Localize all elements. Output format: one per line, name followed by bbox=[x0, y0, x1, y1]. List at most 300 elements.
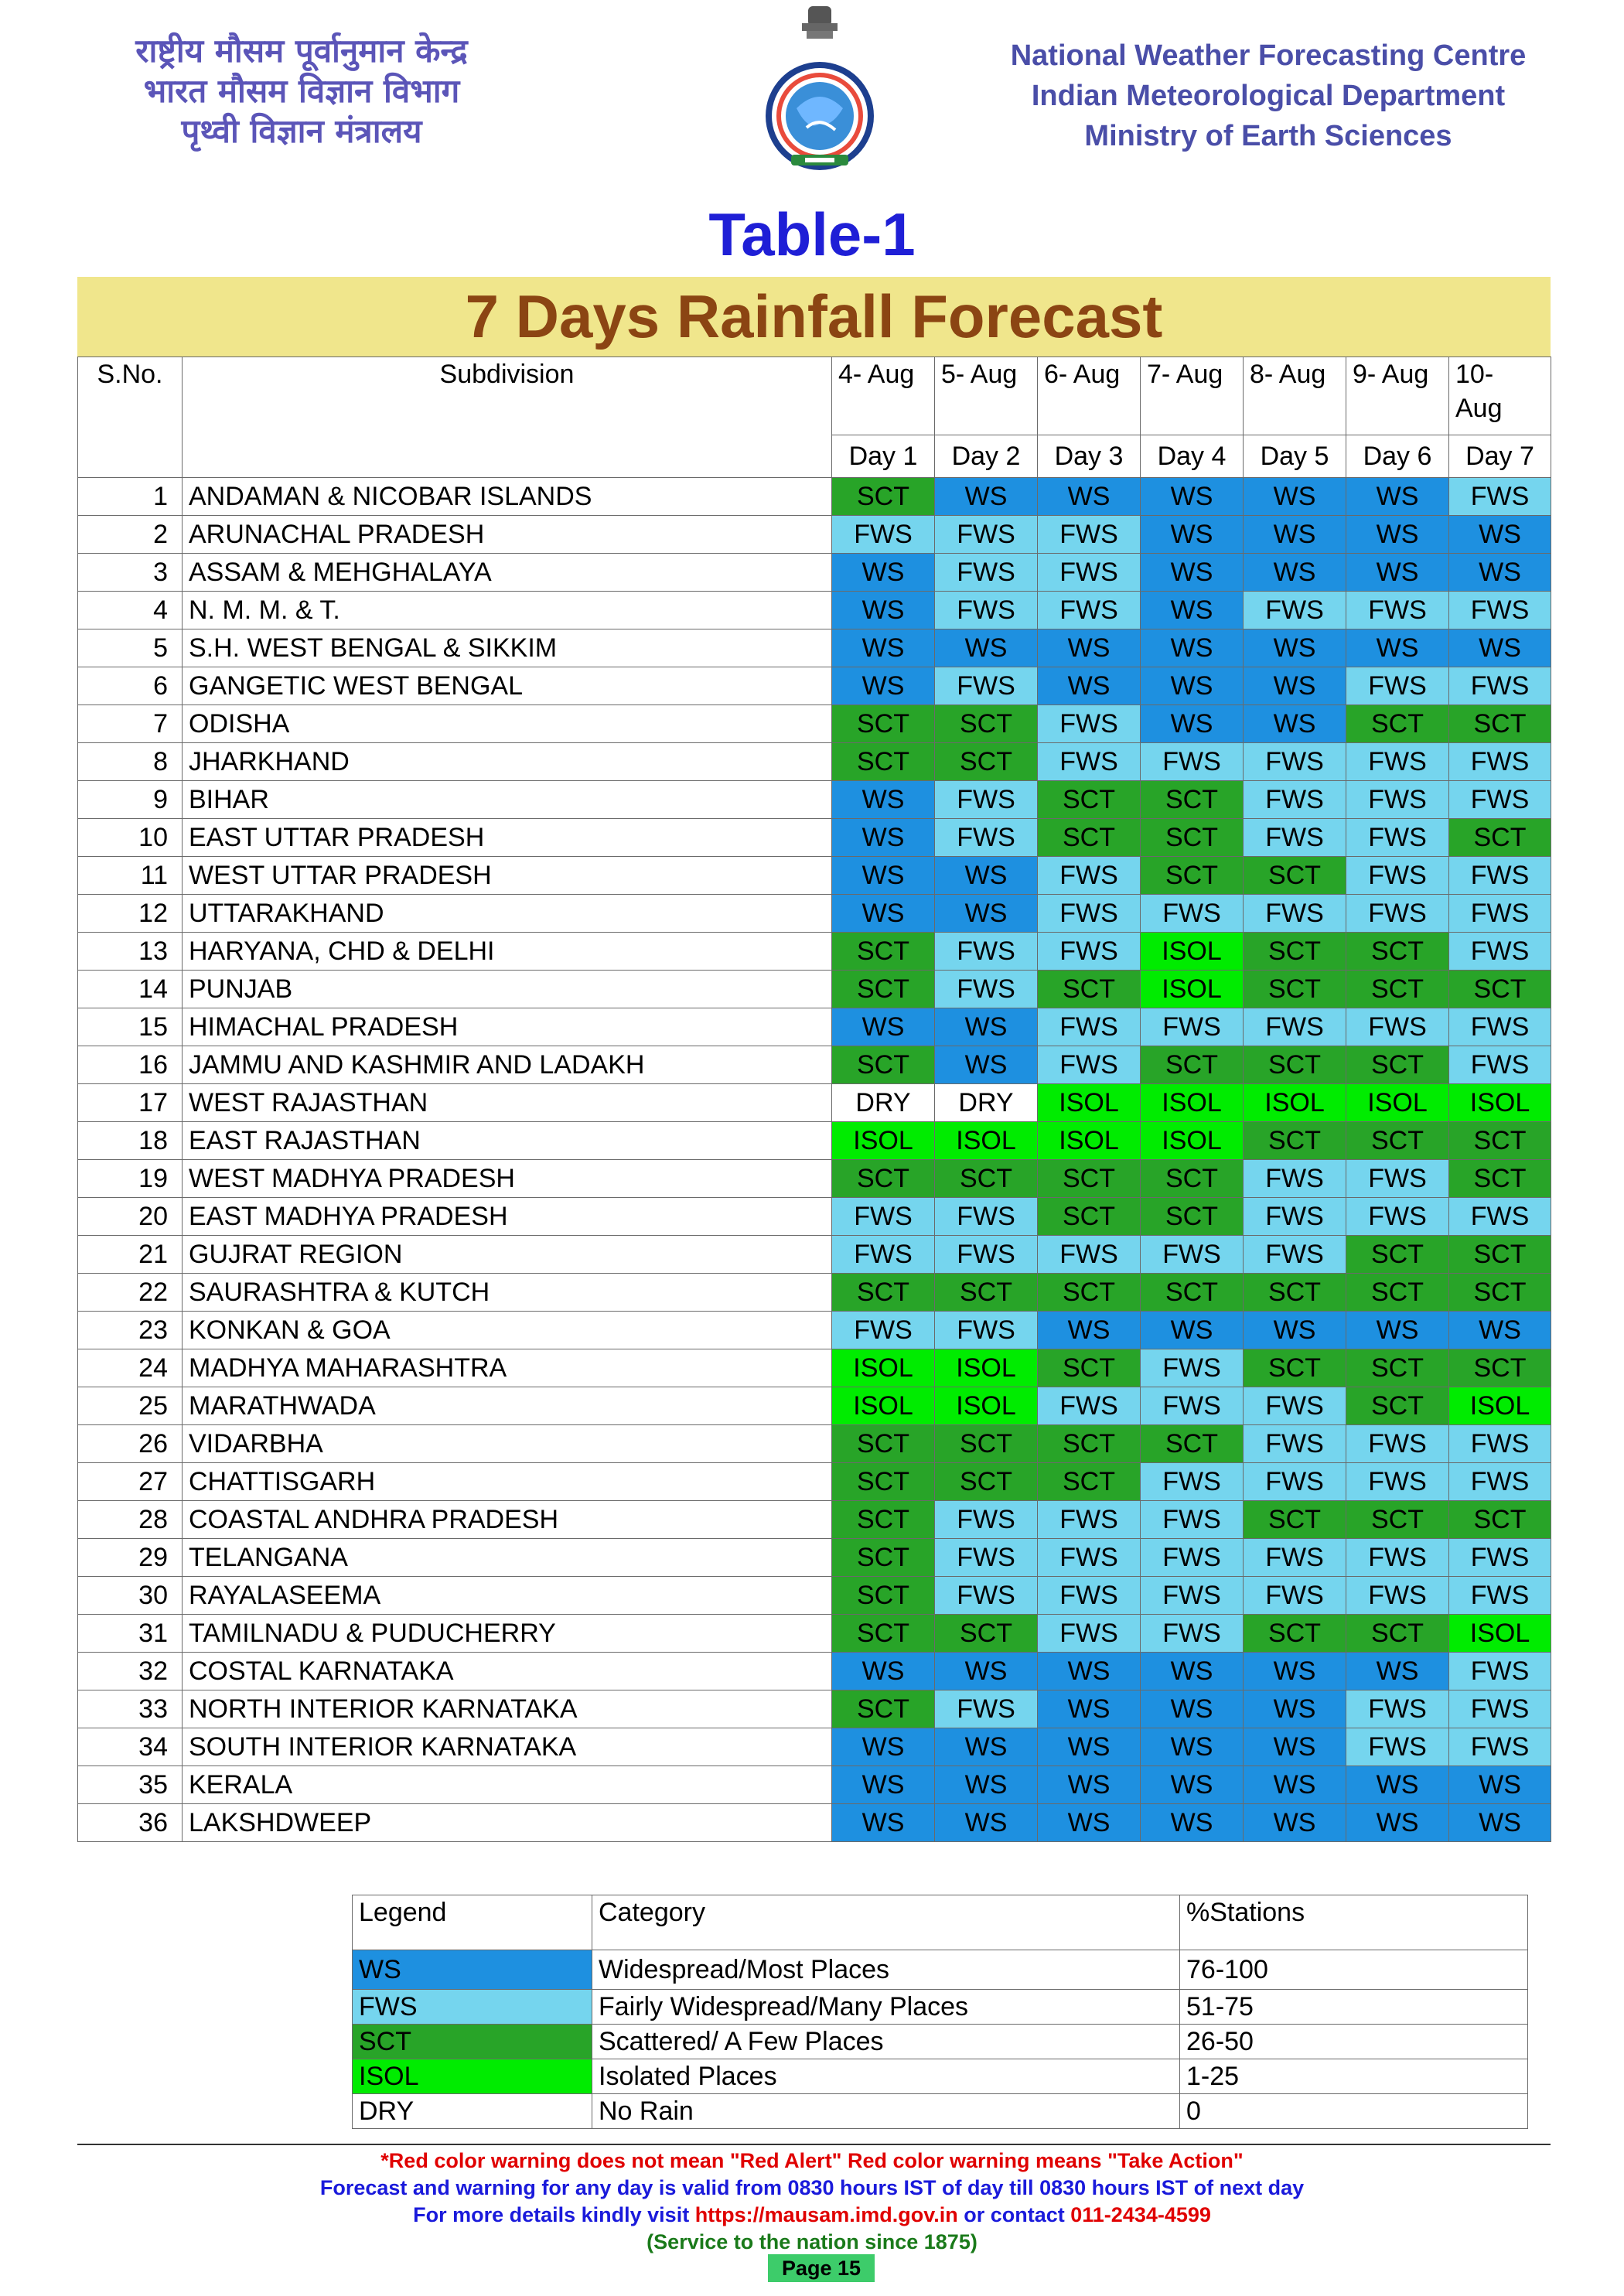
forecast-cell: WS bbox=[1449, 1766, 1551, 1804]
table-row bbox=[78, 1804, 1551, 1842]
legend-row bbox=[353, 2059, 1528, 2094]
forecast-cell: SCT bbox=[1141, 819, 1244, 857]
forecast-table bbox=[77, 357, 1551, 1842]
forecast-cell: SCT bbox=[832, 933, 935, 971]
website-link[interactable]: https://mausam.imd.gov.in bbox=[694, 2203, 958, 2226]
forecast-cell: WS bbox=[1244, 554, 1346, 592]
date-header-row bbox=[78, 357, 1551, 435]
serial-number: 35 bbox=[78, 1766, 183, 1804]
forecast-cell: FWS bbox=[1244, 743, 1346, 781]
serial-number: 2 bbox=[78, 516, 183, 554]
forecast-cell: WS bbox=[1244, 478, 1346, 516]
serial-number: 33 bbox=[78, 1690, 183, 1728]
forecast-cell: WS bbox=[1244, 629, 1346, 667]
forecast-cell: FWS bbox=[1346, 743, 1449, 781]
forecast-cell: SCT bbox=[832, 1615, 935, 1653]
legend-category: Isolated Places bbox=[592, 2059, 1180, 2094]
forecast-cell: WS bbox=[1141, 667, 1244, 705]
forecast-cell: FWS bbox=[1038, 1046, 1141, 1084]
subdivision-name: KERALA bbox=[183, 1766, 832, 1804]
table-row bbox=[78, 1690, 1551, 1728]
forecast-cell: WS bbox=[935, 1008, 1038, 1046]
forecast-cell: WS bbox=[1244, 1312, 1346, 1349]
forecast-cell: SCT bbox=[1244, 1501, 1346, 1539]
forecast-cell: WS bbox=[1038, 1728, 1141, 1766]
table-row bbox=[78, 1615, 1551, 1653]
forecast-cell: WS bbox=[832, 895, 935, 933]
serial-number: 10 bbox=[78, 819, 183, 857]
forecast-cell: FWS bbox=[1244, 1008, 1346, 1046]
forecast-cell: SCT bbox=[832, 1501, 935, 1539]
subdivision-name: TAMILNADU & PUDUCHERRY bbox=[183, 1615, 832, 1653]
subdivision-name: ASSAM & MEHGHALAYA bbox=[183, 554, 832, 592]
forecast-cell: SCT bbox=[1346, 1274, 1449, 1312]
serial-number: 12 bbox=[78, 895, 183, 933]
legend-stations: 0 bbox=[1180, 2094, 1528, 2129]
red-warning-note: *Red color warning does not mean "Red Alert" Red color warning means "Take Action" bbox=[380, 2149, 1244, 2172]
serial-number: 22 bbox=[78, 1274, 183, 1312]
forecast-cell: SCT bbox=[1346, 1501, 1449, 1539]
forecast-cell: SCT bbox=[832, 705, 935, 743]
forecast-cell: SCT bbox=[1346, 971, 1449, 1008]
day-header: Day 1 bbox=[832, 435, 935, 478]
forecast-cell: WS bbox=[1141, 629, 1244, 667]
forecast-cell: FWS bbox=[1449, 1198, 1551, 1236]
table-row bbox=[78, 1274, 1551, 1312]
forecast-cell: WS bbox=[1346, 1766, 1449, 1804]
forecast-cell: WS bbox=[1449, 516, 1551, 554]
hindi-line-1: राष्ट्रीय मौसम पूर्वानुमान केन्द्र bbox=[135, 32, 468, 70]
serial-number: 15 bbox=[78, 1008, 183, 1046]
forecast-cell: SCT bbox=[1449, 971, 1551, 1008]
serial-number: 32 bbox=[78, 1653, 183, 1690]
serial-number: 20 bbox=[78, 1198, 183, 1236]
forecast-cell: ISOL bbox=[1346, 1084, 1449, 1122]
forecast-cell: WS bbox=[1244, 1804, 1346, 1842]
forecast-cell: WS bbox=[1244, 1690, 1346, 1728]
forecast-cell: FWS bbox=[1449, 1539, 1551, 1577]
subdivision-name: ANDAMAN & NICOBAR ISLANDS bbox=[183, 478, 832, 516]
forecast-cell: FWS bbox=[832, 1312, 935, 1349]
contact-note bbox=[0, 2202, 1624, 2229]
forecast-cell: FWS bbox=[1244, 781, 1346, 819]
day-header: Day 4 bbox=[1141, 435, 1244, 478]
forecast-cell: SCT bbox=[1449, 1122, 1551, 1160]
forecast-cell: FWS bbox=[832, 1198, 935, 1236]
forecast-cell: WS bbox=[1449, 1804, 1551, 1842]
subdivision-name: BIHAR bbox=[183, 781, 832, 819]
forecast-cell: FWS bbox=[1141, 1008, 1244, 1046]
forecast-cell: FWS bbox=[1449, 743, 1551, 781]
table-row bbox=[78, 933, 1551, 971]
legend-stations: 76-100 bbox=[1180, 1950, 1528, 1990]
legend-code: FWS bbox=[353, 1990, 592, 2025]
date-header: 10- Aug bbox=[1449, 357, 1551, 435]
subdivision-name: GUJRAT REGION bbox=[183, 1236, 832, 1274]
forecast-cell: FWS bbox=[1038, 1615, 1141, 1653]
table-row bbox=[78, 895, 1551, 933]
forecast-cell: WS bbox=[935, 1728, 1038, 1766]
forecast-cell: FWS bbox=[1038, 1539, 1141, 1577]
forecast-cell: FWS bbox=[935, 1577, 1038, 1615]
table-row bbox=[78, 1539, 1551, 1577]
serial-number: 26 bbox=[78, 1425, 183, 1463]
subdivision-name: ARUNACHAL PRADESH bbox=[183, 516, 832, 554]
subdivision-name: MADHYA MAHARASHTRA bbox=[183, 1349, 832, 1387]
forecast-cell: WS bbox=[832, 1653, 935, 1690]
forecast-cell: WS bbox=[1038, 1766, 1141, 1804]
legend-category: Widespread/Most Places bbox=[592, 1950, 1180, 1990]
forecast-cell: FWS bbox=[935, 1236, 1038, 1274]
phone-number: 011-2434-4599 bbox=[1070, 2203, 1211, 2226]
forecast-cell: SCT bbox=[1141, 781, 1244, 819]
contact-prefix: For more details kindly visit bbox=[413, 2203, 695, 2226]
forecast-cell: ISOL bbox=[1244, 1084, 1346, 1122]
forecast-cell: FWS bbox=[1449, 592, 1551, 629]
forecast-cell: SCT bbox=[1449, 1274, 1551, 1312]
forecast-cell: WS bbox=[935, 895, 1038, 933]
serial-number: 36 bbox=[78, 1804, 183, 1842]
legend-category: No Rain bbox=[592, 2094, 1180, 2129]
table-row bbox=[78, 478, 1551, 516]
forecast-cell: SCT bbox=[832, 1539, 935, 1577]
forecast-cell: SCT bbox=[1038, 1274, 1141, 1312]
forecast-cell: WS bbox=[832, 1728, 935, 1766]
forecast-cell: FWS bbox=[1244, 1577, 1346, 1615]
forecast-cell: SCT bbox=[1346, 1236, 1449, 1274]
forecast-cell: WS bbox=[832, 554, 935, 592]
forecast-cell: FWS bbox=[1449, 895, 1551, 933]
forecast-cell: SCT bbox=[1141, 1274, 1244, 1312]
subdivision-name: UTTARAKHAND bbox=[183, 895, 832, 933]
subdivision-name: CHATTISGARH bbox=[183, 1463, 832, 1501]
forecast-cell: WS bbox=[1141, 592, 1244, 629]
serial-number: 14 bbox=[78, 971, 183, 1008]
hindi-line-2: भारत मौसम विज्ञान विभाग bbox=[143, 72, 460, 110]
forecast-cell: FWS bbox=[1449, 1008, 1551, 1046]
imd-emblem-icon bbox=[762, 0, 878, 186]
forecast-cell: SCT bbox=[1449, 705, 1551, 743]
page-number: Page 15 bbox=[768, 2254, 875, 2282]
forecast-cell: FWS bbox=[1038, 554, 1141, 592]
forecast-cell: FWS bbox=[935, 933, 1038, 971]
legend-code: DRY bbox=[353, 2094, 592, 2129]
forecast-cell: FWS bbox=[935, 1690, 1038, 1728]
forecast-cell: WS bbox=[1244, 1728, 1346, 1766]
forecast-cell: FWS bbox=[1038, 1501, 1141, 1539]
forecast-cell: FWS bbox=[1449, 1046, 1551, 1084]
forecast-cell: SCT bbox=[1244, 933, 1346, 971]
forecast-cell: FWS bbox=[1038, 705, 1141, 743]
forecast-cell: FWS bbox=[1346, 857, 1449, 895]
subdivision-name: EAST MADHYA PRADESH bbox=[183, 1198, 832, 1236]
forecast-cell: FWS bbox=[1449, 1425, 1551, 1463]
forecast-cell: WS bbox=[1141, 554, 1244, 592]
forecast-cell: WS bbox=[1244, 1766, 1346, 1804]
forecast-cell: WS bbox=[1141, 1312, 1244, 1349]
forecast-cell: SCT bbox=[1449, 1501, 1551, 1539]
forecast-cell: FWS bbox=[1038, 1577, 1141, 1615]
table-row bbox=[78, 516, 1551, 554]
table-row bbox=[78, 1387, 1551, 1425]
forecast-cell: SCT bbox=[1449, 1160, 1551, 1198]
forecast-cell: ISOL bbox=[1449, 1387, 1551, 1425]
table-row bbox=[78, 667, 1551, 705]
subdivision-name: COASTAL ANDHRA PRADESH bbox=[183, 1501, 832, 1539]
forecast-cell: ISOL bbox=[935, 1349, 1038, 1387]
table-row bbox=[78, 1501, 1551, 1539]
forecast-cell: SCT bbox=[1141, 1425, 1244, 1463]
table-row bbox=[78, 819, 1551, 857]
forecast-cell: FWS bbox=[935, 516, 1038, 554]
serial-number: 34 bbox=[78, 1728, 183, 1766]
forecast-cell: WS bbox=[832, 857, 935, 895]
forecast-cell: FWS bbox=[1038, 933, 1141, 971]
forecast-cell: FWS bbox=[1346, 1539, 1449, 1577]
table-row bbox=[78, 1236, 1551, 1274]
sno-header: S.No. bbox=[78, 357, 183, 478]
forecast-cell: SCT bbox=[1346, 1122, 1449, 1160]
subdivision-name: JHARKHAND bbox=[183, 743, 832, 781]
forecast-cell: FWS bbox=[832, 516, 935, 554]
serial-number: 6 bbox=[78, 667, 183, 705]
forecast-cell: WS bbox=[832, 819, 935, 857]
forecast-cell: FWS bbox=[1038, 1387, 1141, 1425]
forecast-cell: FWS bbox=[1346, 1425, 1449, 1463]
forecast-cell: SCT bbox=[1346, 1046, 1449, 1084]
table-row bbox=[78, 743, 1551, 781]
forecast-cell: FWS bbox=[1038, 1236, 1141, 1274]
forecast-cell: WS bbox=[1244, 667, 1346, 705]
forecast-cell: WS bbox=[1346, 1653, 1449, 1690]
legend-header: Legend bbox=[353, 1895, 592, 1950]
forecast-cell: SCT bbox=[1141, 857, 1244, 895]
serial-number: 18 bbox=[78, 1122, 183, 1160]
serial-number: 9 bbox=[78, 781, 183, 819]
hindi-org-name bbox=[85, 31, 518, 152]
serial-number: 5 bbox=[78, 629, 183, 667]
forecast-cell: SCT bbox=[1038, 1198, 1141, 1236]
forecast-cell: WS bbox=[832, 1008, 935, 1046]
validity-note: Forecast and warning for any day is valid from 0830 hours IST of day till 0830 hours IST of next day bbox=[319, 2176, 1305, 2199]
contact-mid: or contact bbox=[957, 2203, 1071, 2226]
forecast-cell: SCT bbox=[935, 1160, 1038, 1198]
subdivision-name: EAST UTTAR PRADESH bbox=[183, 819, 832, 857]
day-header: Day 2 bbox=[935, 435, 1038, 478]
forecast-cell: SCT bbox=[935, 1463, 1038, 1501]
subdivision-name: SOUTH INTERIOR KARNATAKA bbox=[183, 1728, 832, 1766]
serial-number: 8 bbox=[78, 743, 183, 781]
forecast-cell: FWS bbox=[1141, 1577, 1244, 1615]
table-row bbox=[78, 1463, 1551, 1501]
forecast-cell: ISOL bbox=[1141, 971, 1244, 1008]
forecast-cell: FWS bbox=[1346, 895, 1449, 933]
forecast-cell: WS bbox=[1141, 1690, 1244, 1728]
forecast-cell: SCT bbox=[935, 1615, 1038, 1653]
forecast-cell: ISOL bbox=[935, 1387, 1038, 1425]
forecast-cell: WS bbox=[1038, 1653, 1141, 1690]
forecast-cell: ISOL bbox=[832, 1349, 935, 1387]
forecast-cell: SCT bbox=[1449, 1236, 1551, 1274]
forecast-cell: SCT bbox=[1244, 1349, 1346, 1387]
forecast-cell: FWS bbox=[1449, 1728, 1551, 1766]
forecast-cell: WS bbox=[935, 1046, 1038, 1084]
forecast-cell: FWS bbox=[1449, 1653, 1551, 1690]
forecast-cell: FWS bbox=[1038, 743, 1141, 781]
serial-number: 4 bbox=[78, 592, 183, 629]
legend-row bbox=[353, 1950, 1528, 1990]
date-header: 6- Aug bbox=[1038, 357, 1141, 435]
forecast-cell: ISOL bbox=[1141, 1084, 1244, 1122]
serial-number: 31 bbox=[78, 1615, 183, 1653]
forecast-cell: SCT bbox=[832, 1160, 935, 1198]
forecast-cell: FWS bbox=[935, 592, 1038, 629]
forecast-cell: FWS bbox=[1346, 781, 1449, 819]
forecast-body bbox=[78, 478, 1551, 1842]
forecast-cell: SCT bbox=[1244, 857, 1346, 895]
forecast-cell: SCT bbox=[832, 971, 935, 1008]
legend-code: SCT bbox=[353, 2025, 592, 2059]
forecast-cell: FWS bbox=[1038, 592, 1141, 629]
legend-table bbox=[352, 1895, 1528, 2129]
forecast-cell: SCT bbox=[1346, 705, 1449, 743]
serial-number: 17 bbox=[78, 1084, 183, 1122]
forecast-cell: ISOL bbox=[1141, 1122, 1244, 1160]
forecast-banner: 7 Days Rainfall Forecast bbox=[77, 277, 1551, 357]
serial-number: 3 bbox=[78, 554, 183, 592]
service-note: (Service to the nation since 1875) bbox=[647, 2230, 977, 2253]
forecast-cell: FWS bbox=[1346, 1008, 1449, 1046]
subdivision-name: MARATHWADA bbox=[183, 1387, 832, 1425]
table-row bbox=[78, 1008, 1551, 1046]
forecast-cell: WS bbox=[1244, 705, 1346, 743]
subdivision-name: TELANGANA bbox=[183, 1539, 832, 1577]
forecast-cell: WS bbox=[1346, 1804, 1449, 1842]
forecast-cell: FWS bbox=[1141, 1463, 1244, 1501]
forecast-cell: FWS bbox=[1346, 1160, 1449, 1198]
forecast-cell: SCT bbox=[935, 1425, 1038, 1463]
stations-header: %Stations bbox=[1180, 1895, 1528, 1950]
table-row bbox=[78, 1084, 1551, 1122]
forecast-cell: WS bbox=[1141, 1766, 1244, 1804]
date-header: 8- Aug bbox=[1244, 357, 1346, 435]
table-row bbox=[78, 1425, 1551, 1463]
forecast-cell: SCT bbox=[832, 743, 935, 781]
forecast-cell: FWS bbox=[1244, 1387, 1346, 1425]
forecast-cell: SCT bbox=[1038, 781, 1141, 819]
date-header: 5- Aug bbox=[935, 357, 1038, 435]
forecast-cell: FWS bbox=[935, 971, 1038, 1008]
forecast-cell: WS bbox=[1038, 478, 1141, 516]
serial-number: 23 bbox=[78, 1312, 183, 1349]
forecast-cell: ISOL bbox=[832, 1122, 935, 1160]
forecast-cell: SCT bbox=[1038, 1425, 1141, 1463]
forecast-cell: FWS bbox=[1244, 1425, 1346, 1463]
subdivision-name: LAKSHDWEEP bbox=[183, 1804, 832, 1842]
date-header: 9- Aug bbox=[1346, 357, 1449, 435]
forecast-cell: WS bbox=[1449, 554, 1551, 592]
forecast-cell: WS bbox=[1038, 1690, 1141, 1728]
forecast-cell: SCT bbox=[832, 1690, 935, 1728]
table-row bbox=[78, 781, 1551, 819]
forecast-cell: WS bbox=[935, 1804, 1038, 1842]
forecast-cell: ISOL bbox=[935, 1122, 1038, 1160]
forecast-cell: SCT bbox=[832, 1274, 935, 1312]
forecast-cell: FWS bbox=[1449, 1577, 1551, 1615]
forecast-cell: FWS bbox=[1449, 781, 1551, 819]
legend-code: ISOL bbox=[353, 2059, 592, 2094]
serial-number: 11 bbox=[78, 857, 183, 895]
forecast-cell: ISOL bbox=[1449, 1615, 1551, 1653]
table-row bbox=[78, 1046, 1551, 1084]
serial-number: 21 bbox=[78, 1236, 183, 1274]
legend-stations: 26-50 bbox=[1180, 2025, 1528, 2059]
forecast-cell: WS bbox=[935, 1766, 1038, 1804]
subdivision-name: KONKAN & GOA bbox=[183, 1312, 832, 1349]
subdivision-name: EAST RAJASTHAN bbox=[183, 1122, 832, 1160]
forecast-cell: FWS bbox=[832, 1236, 935, 1274]
table-row bbox=[78, 705, 1551, 743]
forecast-cell: SCT bbox=[832, 1046, 935, 1084]
forecast-cell: FWS bbox=[1346, 1198, 1449, 1236]
forecast-cell: ISOL bbox=[1141, 933, 1244, 971]
table-row bbox=[78, 1198, 1551, 1236]
forecast-cell: FWS bbox=[1244, 895, 1346, 933]
forecast-cell: SCT bbox=[832, 1577, 935, 1615]
forecast-cell: SCT bbox=[832, 478, 935, 516]
day-header: Day 5 bbox=[1244, 435, 1346, 478]
forecast-cell: FWS bbox=[1449, 1690, 1551, 1728]
table-row bbox=[78, 1349, 1551, 1387]
legend-category: Scattered/ A Few Places bbox=[592, 2025, 1180, 2059]
forecast-cell: FWS bbox=[1141, 1236, 1244, 1274]
forecast-cell: FWS bbox=[935, 1312, 1038, 1349]
category-header: Category bbox=[592, 1895, 1180, 1950]
table-row bbox=[78, 592, 1551, 629]
english-line-2: Indian Meteorological Department bbox=[1031, 80, 1506, 112]
forecast-cell: FWS bbox=[1346, 667, 1449, 705]
forecast-cell: WS bbox=[1038, 667, 1141, 705]
forecast-cell: FWS bbox=[935, 781, 1038, 819]
forecast-cell: WS bbox=[1346, 629, 1449, 667]
legend-row bbox=[353, 2025, 1528, 2059]
forecast-cell: WS bbox=[1141, 1804, 1244, 1842]
forecast-cell: ISOL bbox=[1449, 1084, 1551, 1122]
forecast-cell: FWS bbox=[935, 819, 1038, 857]
forecast-cell: DRY bbox=[832, 1084, 935, 1122]
forecast-cell: SCT bbox=[1244, 1046, 1346, 1084]
english-line-1: National Weather Forecasting Centre bbox=[1010, 39, 1527, 72]
forecast-cell: WS bbox=[832, 667, 935, 705]
legend-code: WS bbox=[353, 1950, 592, 1990]
forecast-cell: WS bbox=[935, 478, 1038, 516]
subdivision-name: N. M. M. & T. bbox=[183, 592, 832, 629]
table-row bbox=[78, 1653, 1551, 1690]
forecast-cell: SCT bbox=[1141, 1198, 1244, 1236]
forecast-cell: FWS bbox=[1141, 1387, 1244, 1425]
forecast-cell: WS bbox=[1141, 705, 1244, 743]
english-line-3: Ministry of Earth Sciences bbox=[1084, 120, 1452, 152]
forecast-cell: WS bbox=[1038, 1312, 1141, 1349]
forecast-cell: SCT bbox=[1244, 1274, 1346, 1312]
serial-number: 25 bbox=[78, 1387, 183, 1425]
forecast-cell: FWS bbox=[1449, 667, 1551, 705]
subdivision-name: PUNJAB bbox=[183, 971, 832, 1008]
forecast-cell: FWS bbox=[1244, 1539, 1346, 1577]
forecast-cell: WS bbox=[935, 629, 1038, 667]
forecast-cell: SCT bbox=[1141, 1046, 1244, 1084]
legend-stations: 1-25 bbox=[1180, 2059, 1528, 2094]
